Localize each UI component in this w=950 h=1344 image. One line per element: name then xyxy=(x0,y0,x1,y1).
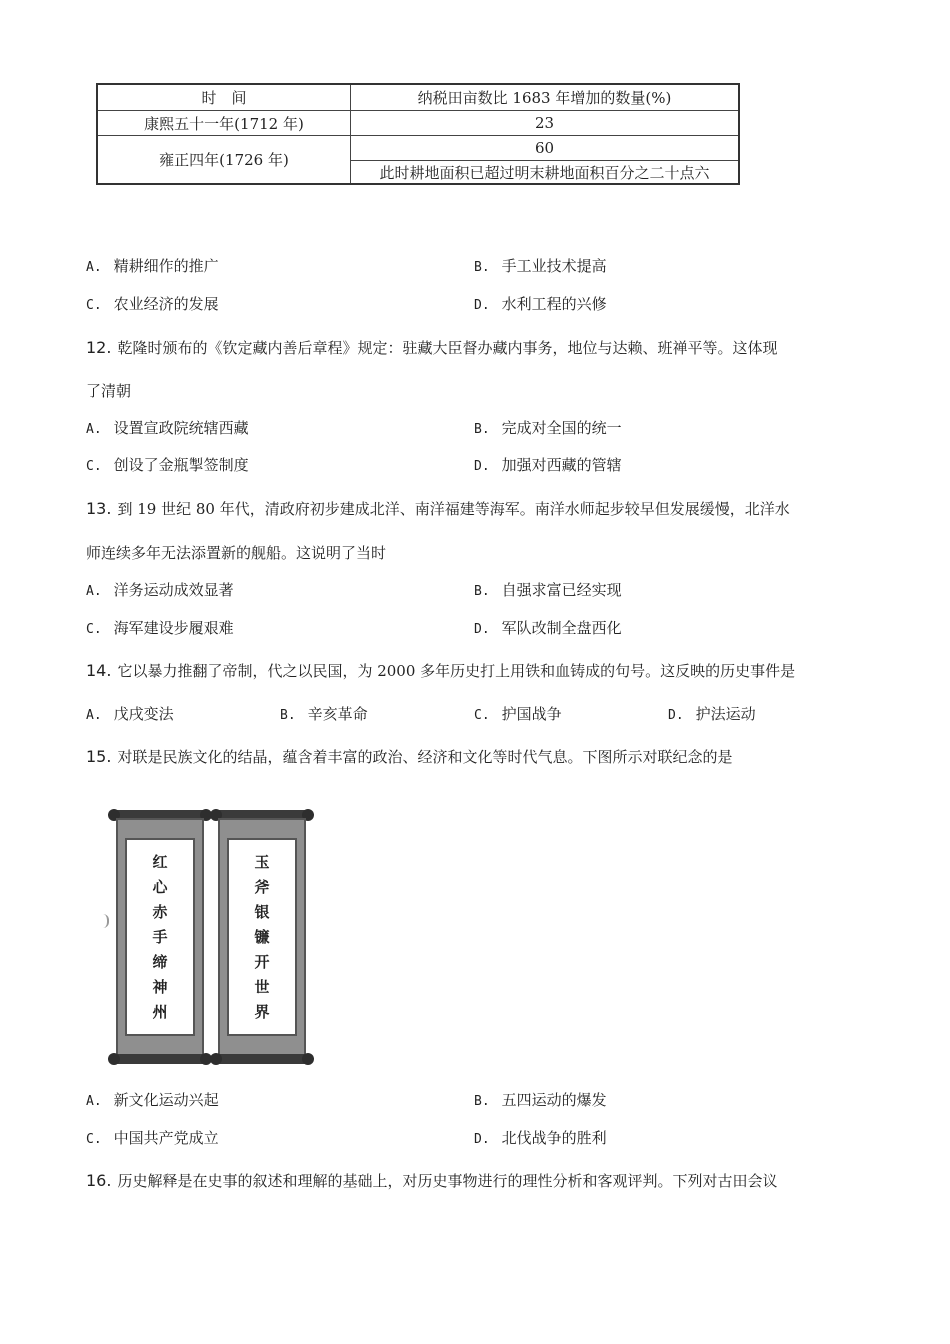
couplet-char: 手 xyxy=(152,927,168,946)
option-text: 创设了金瓶掣签制度 xyxy=(113,456,249,474)
couplet-char: 州 xyxy=(152,1002,168,1021)
option-text: 洋务运动成效显著 xyxy=(113,581,234,599)
scroll-rod-bottom xyxy=(112,1054,208,1064)
question-13-stem-cont: 师连续多年无法添置新的舰船。这说明了当时 xyxy=(86,544,387,562)
question-number: 12. xyxy=(86,338,112,357)
option-letter: B. xyxy=(280,708,296,723)
option-a[interactable] xyxy=(86,417,249,438)
option-text: 手工业技术提高 xyxy=(501,257,607,275)
couplet-text-left xyxy=(125,838,195,1036)
option-text: 护国战争 xyxy=(501,705,562,723)
question-13-stem xyxy=(86,498,790,519)
option-a[interactable] xyxy=(86,1089,219,1110)
option-letter: A. xyxy=(86,260,102,275)
couplet-scroll-right xyxy=(210,808,314,1068)
option-letter: D. xyxy=(474,1132,490,1147)
couplet-char: 心 xyxy=(152,877,168,896)
data-table xyxy=(96,83,740,185)
option-text: 水利工程的兴修 xyxy=(501,295,607,313)
scroll-rod-knob xyxy=(302,1053,314,1065)
couplet-char: 红 xyxy=(152,852,168,871)
option-text: 护法运动 xyxy=(695,705,756,723)
option-text: 戊戌变法 xyxy=(113,705,174,723)
couplet-text-right xyxy=(227,838,297,1036)
option-d[interactable] xyxy=(474,1127,607,1148)
scroll-rod-bottom xyxy=(214,1054,310,1064)
option-text: 北伐战争的胜利 xyxy=(501,1129,607,1147)
option-letter: B. xyxy=(474,260,490,275)
option-b[interactable] xyxy=(280,703,368,724)
option-text: 设置宣政院统辖西藏 xyxy=(113,419,249,437)
option-letter: C. xyxy=(86,1132,102,1147)
option-a[interactable] xyxy=(86,579,234,600)
option-text: 精耕细作的推广 xyxy=(113,257,219,275)
scroll-rod-knob xyxy=(210,1053,222,1065)
question-text: 对联是民族文化的结晶，蕴含着丰富的政治、经济和文化等时代气息。下图所示对联纪念的是 xyxy=(117,748,733,766)
option-a[interactable] xyxy=(86,703,174,724)
couplet-char: 界 xyxy=(254,1002,270,1021)
option-letter: A. xyxy=(86,422,102,437)
option-d[interactable] xyxy=(474,293,607,314)
option-text: 军队改制全盘西化 xyxy=(501,619,622,637)
option-letter: D. xyxy=(668,708,684,723)
option-c[interactable] xyxy=(86,1127,219,1148)
option-b[interactable] xyxy=(474,579,622,600)
question-text: 到 19 世纪 80 年代，清政府初步建成北洋、南洋福建等海军。南洋水师起步较早但发展缓慢，北洋水 xyxy=(117,500,790,518)
couplet-char: 开 xyxy=(254,952,270,971)
question-number: 16. xyxy=(86,1171,112,1190)
option-text: 农业经济的发展 xyxy=(113,295,219,313)
scroll-rod-knob xyxy=(108,1053,120,1065)
question-text: 它以暴力推翻了帝制，代之以民国，为 2000 多年历史打上用铁和血铸成的句号。这反映的历史事件是 xyxy=(117,662,796,680)
option-text: 自强求富已经实现 xyxy=(501,581,622,599)
couplet-scroll-left xyxy=(108,808,212,1068)
table-cell-time: 康熙五十一年(1712 年) xyxy=(144,114,304,133)
question-12-stem-cont: 了清朝 xyxy=(86,382,132,400)
couplet-char: 神 xyxy=(152,977,168,996)
option-text: 新文化运动兴起 xyxy=(113,1091,219,1109)
table-header-time: 时 间 xyxy=(201,89,247,107)
option-letter: B. xyxy=(474,1094,490,1109)
question-14-stem xyxy=(86,660,795,681)
question-16-stem xyxy=(86,1170,777,1191)
couplet-char: 斧 xyxy=(254,877,270,896)
table-cell-time: 雍正四年(1726 年) xyxy=(159,151,289,169)
table-cell-value: 23 xyxy=(534,114,555,132)
question-number: 13. xyxy=(86,499,112,518)
question-15-stem xyxy=(86,746,732,767)
option-text: 辛亥革命 xyxy=(307,705,368,723)
question-text: 历史解释是在史事的叙述和理解的基础上，对历史事物进行的理性分析和客观评判。下列对古田会议 xyxy=(117,1172,778,1190)
option-a[interactable] xyxy=(86,255,219,276)
option-b[interactable] xyxy=(474,255,607,276)
couplet-char: 玉 xyxy=(254,852,270,871)
table-cell-value: 60 xyxy=(534,139,555,157)
option-d[interactable] xyxy=(668,703,756,724)
option-c[interactable] xyxy=(474,703,562,724)
option-letter: A. xyxy=(86,708,102,723)
option-letter: B. xyxy=(474,584,490,599)
option-letter: C. xyxy=(86,622,102,637)
question-number: 14. xyxy=(86,661,112,680)
option-letter: D. xyxy=(474,459,490,474)
couplet-char: 银 xyxy=(254,902,270,921)
table-cell-note: 此时耕地面积已超过明末耕地面积百分之二十点六 xyxy=(379,163,710,182)
option-letter: C. xyxy=(474,708,490,723)
option-letter: D. xyxy=(474,298,490,313)
couplet-char: 镰 xyxy=(254,927,270,946)
option-letter: D. xyxy=(474,622,490,637)
option-b[interactable] xyxy=(474,417,622,438)
option-text: 加强对西藏的管辖 xyxy=(501,456,622,474)
question-text: 乾隆时颁布的《钦定藏内善后章程》规定：驻藏大臣督办藏内事务，地位与达赖、班禅平等。这体现 xyxy=(117,339,778,357)
option-c[interactable] xyxy=(86,454,249,475)
option-letter: C. xyxy=(86,459,102,474)
option-text: 完成对全国的统一 xyxy=(501,419,622,437)
couplet-char: 世 xyxy=(254,977,270,996)
option-letter: B. xyxy=(474,422,490,437)
table-header-value: 纳税田亩数比 1683 年增加的数量(%) xyxy=(417,89,672,107)
option-b[interactable] xyxy=(474,1089,607,1110)
option-c[interactable] xyxy=(86,293,219,314)
option-d[interactable] xyxy=(474,617,622,638)
question-number: 15. xyxy=(86,747,112,766)
option-text: 中国共产党成立 xyxy=(113,1129,219,1147)
option-d[interactable] xyxy=(474,454,622,475)
couplet-char: 缔 xyxy=(152,952,168,971)
option-letter: A. xyxy=(86,1094,102,1109)
option-c[interactable] xyxy=(86,617,234,638)
couplet-char: 赤 xyxy=(152,902,168,921)
option-text: 海军建设步履艰难 xyxy=(113,619,234,637)
option-text: 五四运动的爆发 xyxy=(501,1091,607,1109)
option-letter: C. xyxy=(86,298,102,313)
option-letter: A. xyxy=(86,584,102,599)
question-12-stem xyxy=(86,337,777,358)
